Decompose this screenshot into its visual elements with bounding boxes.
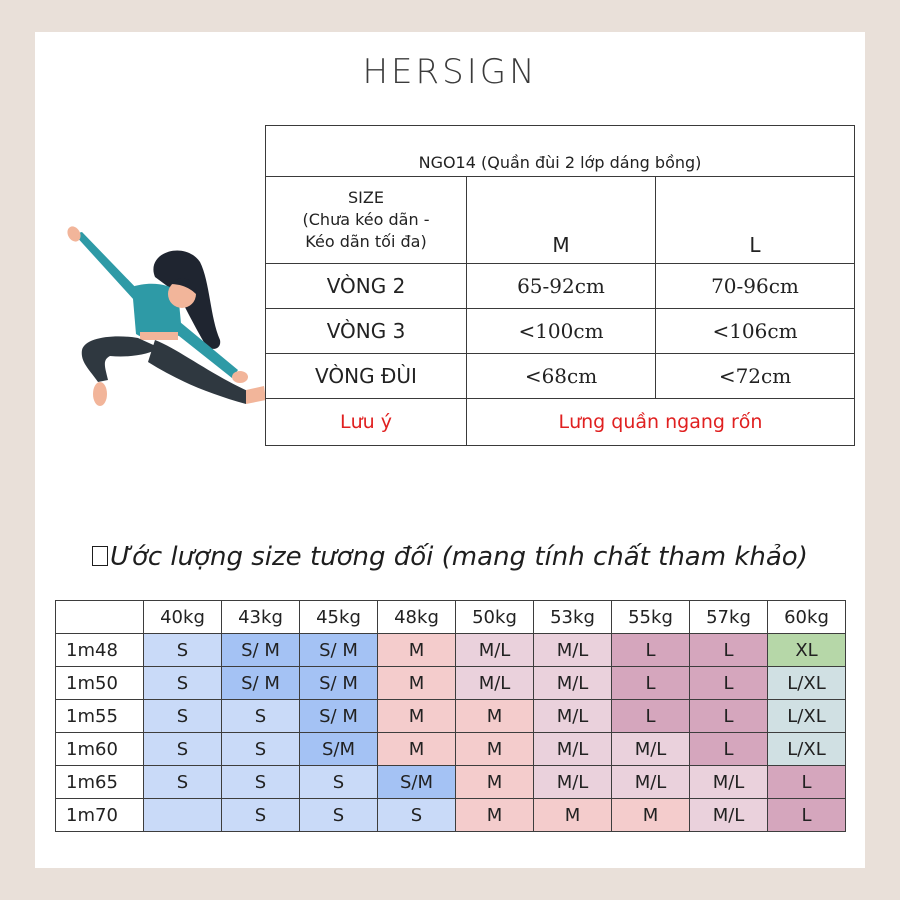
size-cell: S [222, 700, 300, 733]
size-cell: M [456, 733, 534, 766]
vong2-m: 65-92cm [467, 264, 656, 309]
weight-header: 50kg [456, 601, 534, 634]
size-cell: L [690, 634, 768, 667]
size-cell: S/M [378, 766, 456, 799]
height-label: 1m60 [56, 733, 144, 766]
size-cell: M [612, 799, 690, 832]
weight-header: 43kg [222, 601, 300, 634]
size-cell: M/L [612, 766, 690, 799]
size-cell: S [300, 799, 378, 832]
table-row [56, 799, 846, 832]
brand-logo: HERSIGN [362, 52, 538, 92]
product-name: NGO14 (Quần đùi 2 lớp dáng bồng) [266, 126, 855, 177]
size-cell: L/XL [768, 733, 846, 766]
estimate-title [0, 542, 900, 572]
size-cell: S [222, 733, 300, 766]
size-cell: S [300, 766, 378, 799]
size-cell: M/L [534, 766, 612, 799]
size-cell: S/ M [222, 634, 300, 667]
vong-dui-l: <72cm [656, 354, 855, 399]
vong3-m: <100cm [467, 309, 656, 354]
weight-header: 48kg [378, 601, 456, 634]
size-cell: L/XL [768, 700, 846, 733]
size-cell: L [690, 700, 768, 733]
weight-header: 55kg [612, 601, 690, 634]
size-cell: S [144, 733, 222, 766]
size-estimate-grid [55, 600, 846, 832]
size-cell: M/L [456, 667, 534, 700]
size-cell: S/ M [300, 634, 378, 667]
weight-header: 57kg [690, 601, 768, 634]
row-label-vong-dui: VÒNG ĐÙI [266, 354, 467, 399]
table-row [56, 700, 846, 733]
vong2-l: 70-96cm [656, 264, 855, 309]
size-header-line2: (Chưa kéo dãn - [302, 210, 430, 229]
size-cell: M/L [534, 733, 612, 766]
size-cell: S/ M [222, 667, 300, 700]
col-header-m: M [467, 177, 656, 264]
height-label: 1m48 [56, 634, 144, 667]
size-cell: M [456, 799, 534, 832]
size-cell: L [690, 667, 768, 700]
size-header-line1: SIZE [348, 188, 384, 207]
weight-header: 40kg [144, 601, 222, 634]
size-cell: L [768, 766, 846, 799]
size-cell: L [768, 799, 846, 832]
size-cell: S [144, 700, 222, 733]
table-row [56, 733, 846, 766]
size-cell: M/L [612, 733, 690, 766]
size-header-line3: Kéo dãn tối đa) [305, 232, 427, 251]
vong3-l: <106cm [656, 309, 855, 354]
corner-cell [56, 601, 144, 634]
vong-dui-m: <68cm [467, 354, 656, 399]
size-cell: S/ M [300, 700, 378, 733]
row-label-vong2: VÒNG 2 [266, 264, 467, 309]
weight-header: 60kg [768, 601, 846, 634]
size-cell: XL [768, 634, 846, 667]
size-cell: M/L [534, 634, 612, 667]
size-cell: M [378, 733, 456, 766]
size-cell: M [378, 667, 456, 700]
note-label: Lưu ý [266, 399, 467, 446]
size-cell: M/L [690, 799, 768, 832]
product-spec-table [265, 125, 855, 446]
size-cell: L [612, 634, 690, 667]
weight-header: 53kg [534, 601, 612, 634]
table-row [56, 667, 846, 700]
size-cell: M [534, 799, 612, 832]
checkbox-glyph-icon [92, 546, 108, 566]
size-cell: M [378, 634, 456, 667]
table-row [56, 634, 846, 667]
weight-header-row [56, 601, 846, 634]
size-cell: L [612, 667, 690, 700]
size-cell: S/ M [300, 667, 378, 700]
size-cell: M/L [456, 634, 534, 667]
yoga-woman-illustration [60, 222, 275, 417]
height-label: 1m55 [56, 700, 144, 733]
col-header-l: L [656, 177, 855, 264]
size-cell: M [378, 700, 456, 733]
size-cell: M [456, 766, 534, 799]
note-text: Lưng quần ngang rốn [467, 399, 855, 446]
size-cell [144, 799, 222, 832]
size-cell: M [456, 700, 534, 733]
size-cell: S [144, 634, 222, 667]
size-cell: M/L [534, 700, 612, 733]
size-cell: S [222, 766, 300, 799]
table-row [56, 766, 846, 799]
size-cell: S [144, 667, 222, 700]
height-label: 1m70 [56, 799, 144, 832]
size-cell: S [222, 799, 300, 832]
size-cell: L/XL [768, 667, 846, 700]
size-cell: S [378, 799, 456, 832]
weight-header: 45kg [300, 601, 378, 634]
size-cell: L [612, 700, 690, 733]
height-label: 1m65 [56, 766, 144, 799]
size-header [266, 177, 467, 264]
estimate-title-text: Ước lượng size tương đối (mang tính chất tham khảo) [110, 542, 808, 572]
size-cell: M/L [534, 667, 612, 700]
height-label: 1m50 [56, 667, 144, 700]
size-cell: M/L [690, 766, 768, 799]
size-cell: L [690, 733, 768, 766]
row-label-vong3: VÒNG 3 [266, 309, 467, 354]
size-cell: S/M [300, 733, 378, 766]
size-cell: S [144, 766, 222, 799]
